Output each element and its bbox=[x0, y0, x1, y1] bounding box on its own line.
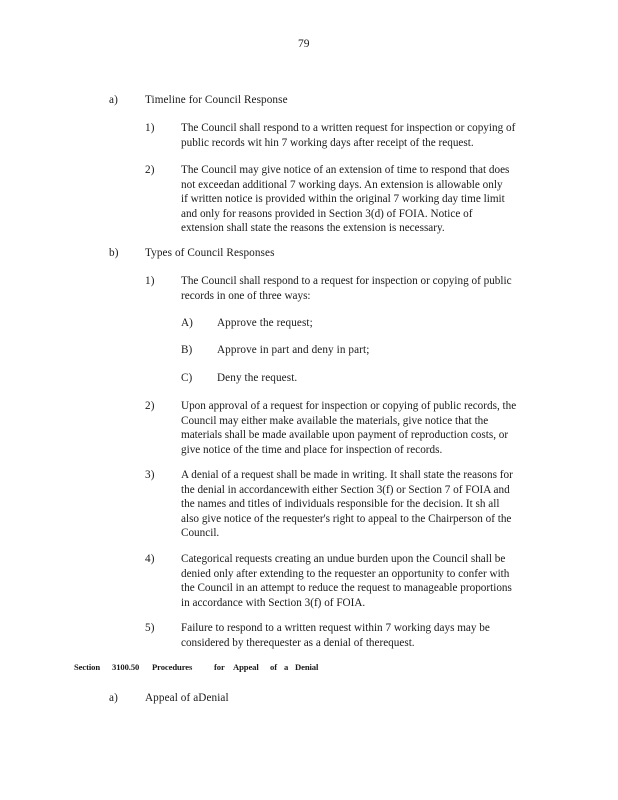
section-title-word: Procedures bbox=[152, 662, 193, 672]
item-b3-number: 3) bbox=[145, 469, 155, 481]
way-b-label: B) bbox=[181, 344, 193, 356]
item-b4-text bbox=[181, 552, 536, 610]
text-line: Upon approval of a request for inspection or copying of public records, the bbox=[181, 400, 517, 412]
section-title-word: for bbox=[214, 662, 225, 672]
text-line: in accordance with Section 3(f) of FOIA. bbox=[181, 596, 366, 609]
text-line: The Council shall respond to a request for inspection or copying of public bbox=[181, 275, 512, 287]
item-b2-number: 2) bbox=[145, 400, 155, 412]
text-line: extension shall state the reasons the extension is necessary. bbox=[181, 222, 445, 234]
item-b5-text bbox=[181, 621, 516, 650]
text-line: also give notice of the requester's right to appeal to the Chairperson of the bbox=[181, 512, 512, 525]
text-line: and only for reasons provided in Section 3(d) of FOIA. Notice of bbox=[181, 207, 473, 220]
text-line: materials shall be made available upon payment of reproduction costs, or bbox=[181, 429, 509, 441]
item-a1-text bbox=[181, 121, 541, 150]
appeal-subsection-title: Appeal of aDenial bbox=[145, 692, 229, 704]
section-title-word: Denial bbox=[295, 662, 319, 672]
text-line: not exceedan additional 7 working days. An extension is allowable only bbox=[181, 178, 503, 191]
item-b3-text bbox=[181, 468, 541, 541]
text-line: records in one of three ways: bbox=[181, 289, 311, 302]
text-line: give notice of the time and place for inspection of records. bbox=[181, 443, 443, 456]
way-a-text: Approve the request; bbox=[217, 317, 313, 329]
text-line: the names and titles of individuals responsible for the decision. It sh all bbox=[181, 498, 500, 510]
text-line: A denial of a request shall be made in writing. It shall state the reasons for bbox=[181, 469, 513, 481]
section-title-word: Appeal bbox=[233, 662, 259, 672]
text-line: Failure to respond to a written request within 7 working days may be bbox=[181, 622, 490, 634]
item-b2-text bbox=[181, 399, 541, 457]
subsection-b-marker: b) bbox=[109, 247, 119, 259]
item-b4-number: 4) bbox=[145, 553, 155, 565]
item-b1-text bbox=[181, 274, 536, 303]
text-line: the Council in an attempt to reduce the request to manageable proportions bbox=[181, 582, 512, 594]
appeal-subsection-marker: a) bbox=[109, 692, 118, 704]
item-b5-number: 5) bbox=[145, 622, 155, 634]
text-line: Council. bbox=[181, 527, 220, 539]
text-line: the denial in accordancewith either Section 3(f) or Section 7 of FOIA and bbox=[181, 483, 510, 496]
text-line: denied only after extending to the requester an opportunity to confer with bbox=[181, 567, 510, 580]
way-b-text: Approve in part and deny in part; bbox=[217, 344, 370, 356]
item-a1-number: 1) bbox=[145, 122, 155, 134]
section-number: 3100.50 bbox=[112, 662, 140, 672]
text-line: considered by therequester as a denial of therequest. bbox=[181, 636, 415, 649]
item-a2-text bbox=[181, 163, 536, 236]
subsection-a-marker: a) bbox=[109, 94, 118, 106]
page-number: 79 bbox=[298, 38, 310, 50]
item-a2-number: 2) bbox=[145, 164, 155, 176]
section-word: Section bbox=[74, 662, 101, 672]
text-line: Council may either make available the materials, give notice that the bbox=[181, 414, 489, 427]
text-line: public records wit hin 7 working days after receipt of the request. bbox=[181, 136, 474, 149]
item-b1-number: 1) bbox=[145, 275, 155, 287]
text-line: Categorical requests creating an undue burden upon the Council shall be bbox=[181, 553, 506, 565]
subsection-b-title: Types of Council Responses bbox=[145, 247, 275, 259]
way-c-label: C) bbox=[181, 372, 193, 384]
text-line: The Council may give notice of an extension of time to respond that does bbox=[181, 164, 510, 176]
text-line: The Council shall respond to a written request for inspection or copying of bbox=[181, 122, 516, 134]
way-a-label: A) bbox=[181, 317, 194, 329]
way-c-text: Deny the request. bbox=[217, 372, 298, 384]
section-title-word: a bbox=[284, 662, 289, 672]
text-line: if written notice is provided within the original 7 working day time limit bbox=[181, 193, 505, 205]
section-title-word: of bbox=[270, 662, 277, 672]
subsection-a-title: Timeline for Council Response bbox=[145, 94, 288, 106]
